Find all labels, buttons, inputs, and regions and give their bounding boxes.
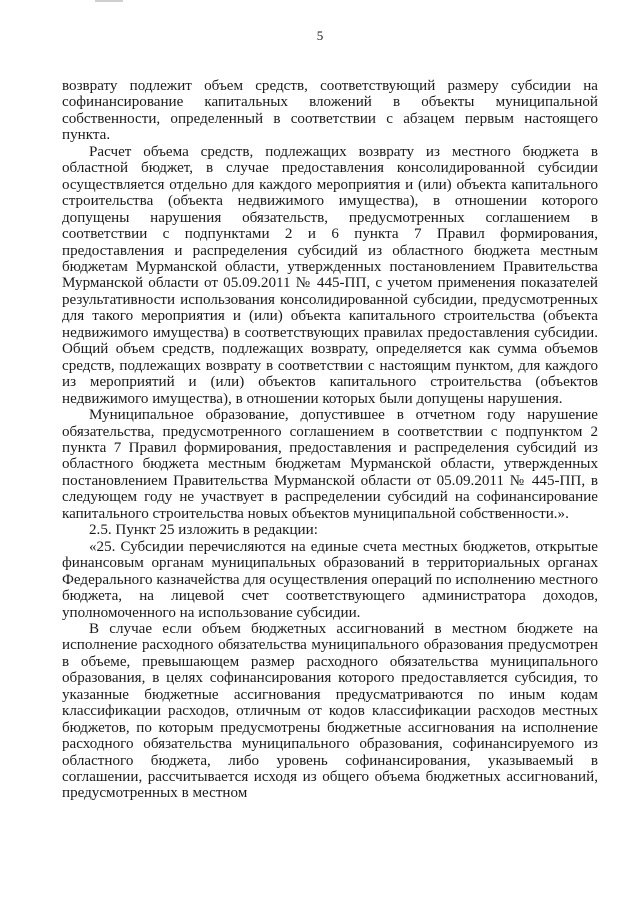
paragraph-budget-allocations: В случае если объем бюджетных ассигнований в местном бюджете на исполнение расходного обязательства муниципального образования предусмотрен в объеме, превышающем размер расходного обязательства муниципального образования, в целях софинансирования которого предоставляется субсидия, то указанные бюджетные ассигнования предусматриваются по иным кодам классификации расходов, отличным от кодов классификации расходов местных бюджетов, по которым предусмотрены бюджетные ассигнования на исполнение расходного обязательства муниципального образования, софинансируемого из областного бюджета, либо уровень софинансирования, указываемый в соглашении, рассчитывается исходя из общего объема бюджетных ассигнований, предусмотренных в местном (62, 620, 598, 802)
paragraph-clause-25: «25. Субсидии перечисляются на единые счета местных бюджетов, открытые финансовым органам муниципальных образований в территориальных органах Федерального казначейства для осуществления операций по исполнению местного бюджета, на лицевой счет соответствующего администратора доходов, уполномоченного на использование субсидии. (62, 538, 598, 621)
page-number: 5 (316, 28, 324, 43)
paragraph-calculation: Расчет объема средств, подлежащих возврату из местного бюджета в областной бюджет, в случае предоставления консолидированной субсидии осуществляется отдельно для каждого мероприятия и (или) объекта капитального строительства (объекта недвижимого имущества), в отношении которого допущены нарушения обязательств, предусмотренных соглашением в соответствии с подпунктами 2 и 6 пункта 7 Правил формирования, предоставления и распределения субсидий из областного бюджета местным бюджетам Мурманской области, утвержденных постановлением Правительства Мурманской области от 05.09.2011 № 445-ПП, с учетом применения показателей результативности использования консолидированной субсидии, предусмотренных для такого мероприятия и (или) объекта капитального строительства (объекта недвижимого имущества) в соответствующих правилах предоставления субсидии. Общий объем средств, подлежащих возврату, определяется как сумма объемов средств, подлежащих возврату в соответствии с настоящим пунктом, для каждого из мероприятий и (или) объектов капитального строительства (объектов недвижимого имущества), в отношении которых были допущены нарушения. (62, 143, 598, 407)
scan-mark (95, 0, 123, 2)
document-body (62, 78, 598, 802)
paragraph-municipality-violation: Муниципальное образование, допустившее в отчетном году нарушение обязательства, предусмотренного соглашением в соответствии с подпунктом 2 пункта 7 Правил формирования, предоставления и распределения субсидий из областного бюджета местным бюджетам Мурманской области, утвержденных постановлением Правительства Мурманской области от 05.09.2011 № 445-ПП, в следующем году не участвует в распределении субсидий на софинансирование капитального строительства новых объектов муниципальной собственности.». (62, 407, 598, 522)
paragraph-clause-2-5: 2.5. Пункт 25 изложить в редакции: (89, 522, 318, 539)
paragraph-continuation: возврату подлежит объем средств, соответствующий размеру субсидии на софинансирование капитальных вложений в объекты муниципальной собственности, определенный в соответствии с абзацем первым настоящего пункта. (62, 78, 598, 144)
